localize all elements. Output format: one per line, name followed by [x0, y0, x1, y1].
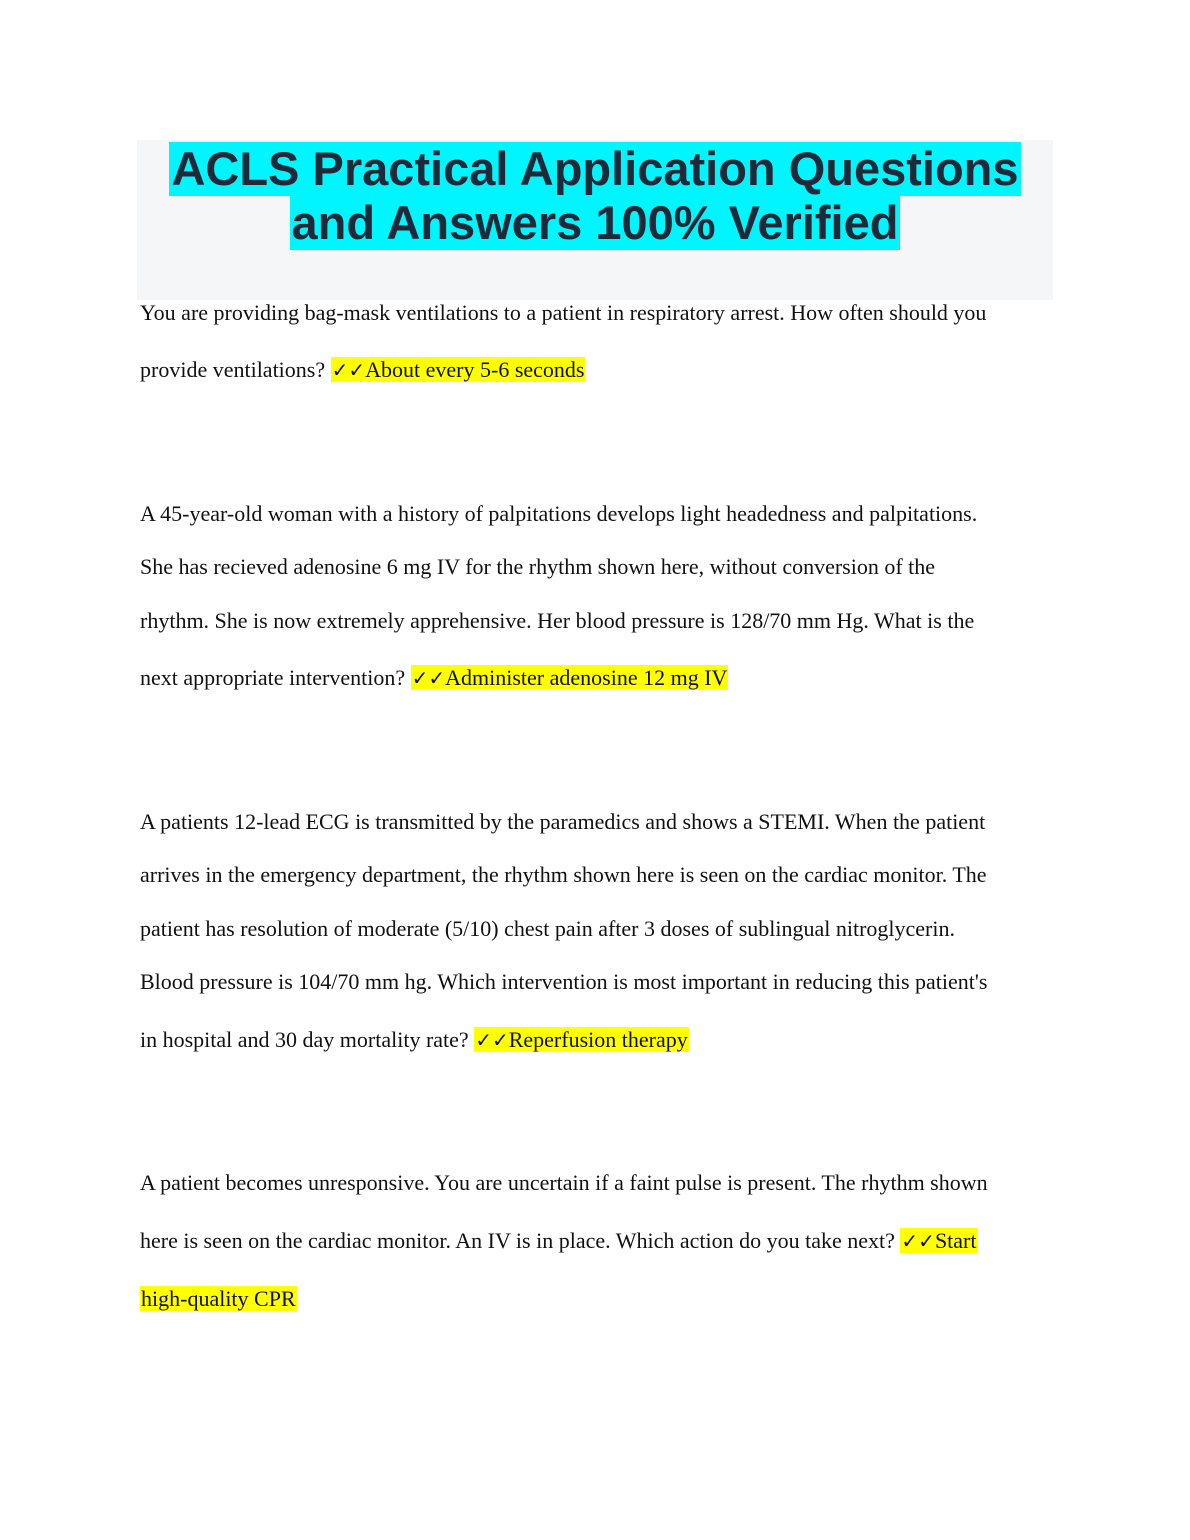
question-text-line: arrives in the emergency department, the rhythm shown here is seen on the cardiac monitor. The [140, 862, 987, 887]
question-text-line [140, 665, 728, 691]
question-text-line: She has recieved adenosine 6 mg IV for the rhythm shown here, without conversion of the [140, 554, 936, 579]
question-text-tail: in hospital and 30 day mortality rate? [140, 1027, 475, 1052]
check-mark-icon: ✓✓ [901, 1229, 935, 1253]
check-mark-icon: ✓✓ [331, 358, 366, 382]
question-text-tail: next appropriate intervention? [140, 665, 411, 690]
check-mark-icon: ✓✓ [475, 1028, 509, 1052]
document-title-line-1: ACLS Practical Application Questions [171, 142, 1019, 195]
question-text-line [140, 357, 585, 383]
question-text-line: Blood pressure is 104/70 mm hg. Which intervention is most important in reducing this patient's [140, 969, 988, 994]
question-text-line: You are providing bag-mask ventilations to a patient in respiratory arrest. How often should you [140, 300, 987, 325]
question-text-line [140, 1286, 297, 1312]
question-text-line: rhythm. She is now extremely apprehensive. Her blood pressure is 128/70 mm Hg. What is the [140, 608, 975, 633]
question-text-line [140, 1027, 689, 1053]
question-text-line: A patients 12-lead ECG is transmitted by the paramedics and shows a STEMI. When the patient [140, 809, 986, 834]
answer-text: Administer adenosine 12 mg IV [445, 665, 728, 690]
answer-text: Start [934, 1228, 977, 1253]
question-text-line [140, 1228, 978, 1254]
question-text-line: A 45-year-old woman with a history of palpitations develops light headedness and palpitations. [140, 501, 978, 526]
check-mark-icon: ✓✓ [411, 666, 446, 690]
answer-text: Reperfusion therapy [508, 1027, 688, 1052]
answer-highlight [331, 357, 586, 382]
answer-text: About every 5-6 seconds [365, 357, 585, 382]
question-text-tail: here is seen on the cardiac monitor. An IV is in place. Which action do you take next? [140, 1228, 901, 1253]
question-text-line: patient has resolution of moderate (5/10) chest pain after 3 doses of sublingual nitroglycerin. [140, 916, 955, 941]
answer-highlight [474, 1027, 689, 1052]
answer-highlight-continued: high-quality CPR [141, 1286, 296, 1311]
answer-highlight [900, 1228, 977, 1253]
question-text-tail: provide ventilations? [140, 357, 331, 382]
answer-highlight [411, 665, 729, 690]
document-title-block [137, 140, 1053, 300]
question-text-line: A patient becomes unresponsive. You are uncertain if a faint pulse is present. The rhythm shown [140, 1170, 988, 1195]
document-title-line-2: and Answers 100% Verified [291, 196, 899, 249]
